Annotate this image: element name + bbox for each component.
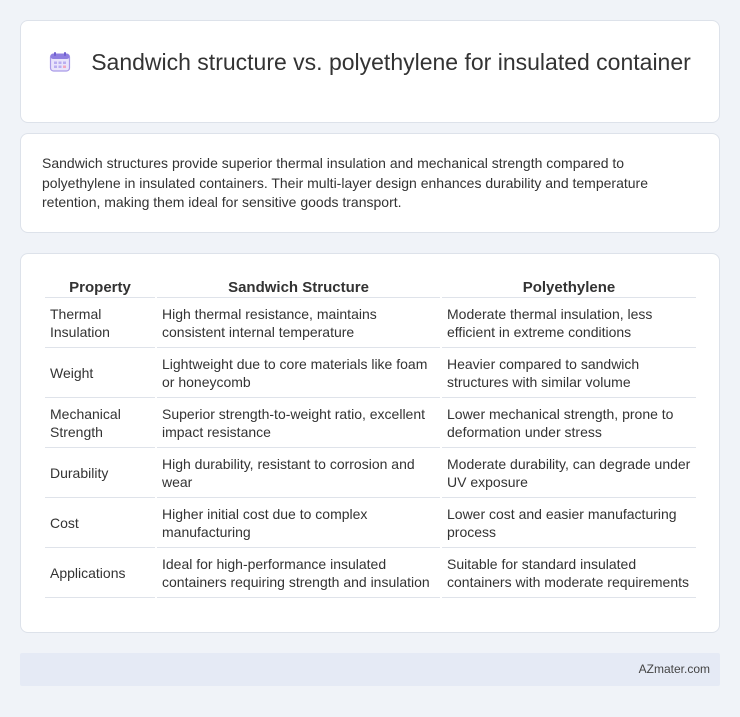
table-row [45,398,696,448]
sandwich-cell: High thermal resistance, maintains consistent internal temperature [157,298,440,348]
header-sandwich-structure: Sandwich Structure [157,276,440,298]
property-cell: Weight [45,348,155,398]
table-row [45,548,696,598]
summary-card [20,133,720,233]
table-row [45,298,696,348]
page-title: Sandwich structure vs. polyethylene for insulated container [91,49,691,75]
table-header-row [45,276,696,298]
polyethylene-cell: Moderate durability, can degrade under UV exposure [442,448,696,498]
comparison-table [43,276,698,598]
property-cell: Mechanical Strength [45,398,155,448]
table-row [45,448,696,498]
table-row [45,348,696,398]
page-title-wrap [21,47,719,77]
polyethylene-cell: Suitable for standard insulated containers with moderate requirements [442,548,696,598]
property-cell: Durability [45,448,155,498]
table-row [45,498,696,548]
polyethylene-cell: Lower mechanical strength, prone to deformation under stress [442,398,696,448]
calendar-icon [49,51,71,73]
sandwich-cell: Lightweight due to core materials like foam or honeycomb [157,348,440,398]
header-property: Property [45,276,155,298]
comparison-card [20,253,720,633]
property-cell: Thermal Insulation [45,298,155,348]
property-cell: Applications [45,548,155,598]
sandwich-cell: Higher initial cost due to complex manufacturing [157,498,440,548]
header-polyethylene: Polyethylene [442,276,696,298]
polyethylene-cell: Moderate thermal insulation, less efficient in extreme conditions [442,298,696,348]
header-card [20,20,720,123]
polyethylene-cell: Heavier compared to sandwich structures with similar volume [442,348,696,398]
footer-bar [20,653,720,686]
sandwich-cell: Superior strength-to-weight ratio, excellent impact resistance [157,398,440,448]
summary-text: Sandwich structures provide superior thermal insulation and mechanical strength compared to polyethylene in insulated containers. Their multi-layer design enhances durability and temperature retention, making them ideal for sensitive goods transport. [42,155,648,210]
sandwich-cell: High durability, resistant to corrosion and wear [157,448,440,498]
footer-brand[interactable]: AZmater.com [638,662,710,676]
property-cell: Cost [45,498,155,548]
sandwich-cell: Ideal for high-performance insulated containers requiring strength and insulation [157,548,440,598]
polyethylene-cell: Lower cost and easier manufacturing process [442,498,696,548]
